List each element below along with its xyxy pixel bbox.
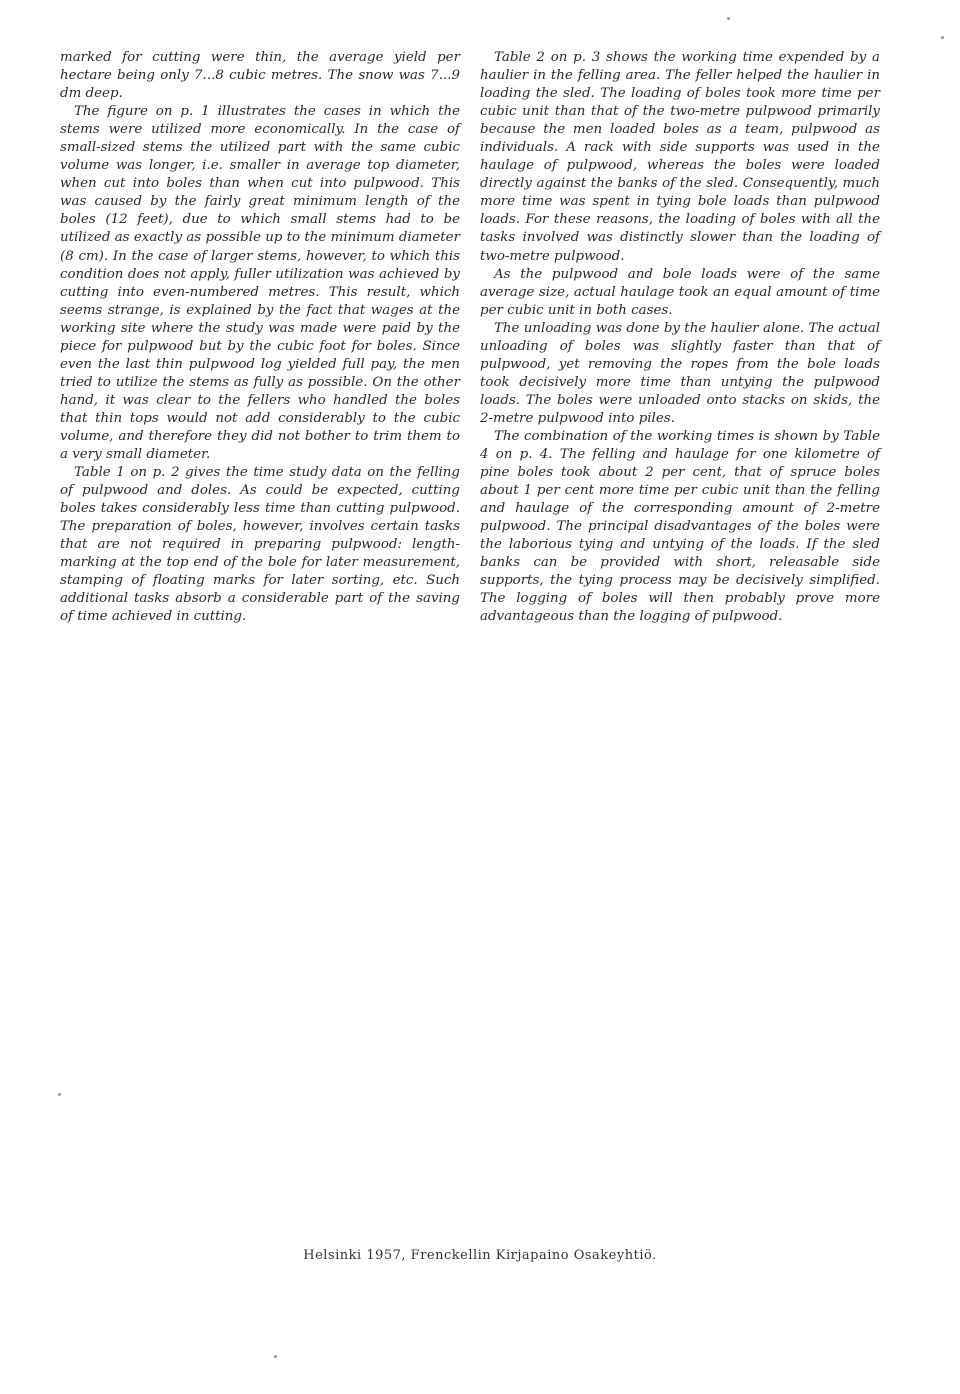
paragraph-table-1-discussion: Table 1 on p. 2 gives the time study data on the felling of pulpwood and doles. As could be expected, cutting boles takes considerably less time than cutting pulpwood. The preparation of boles, however, involves certain tasks that are not required in preparing pulpwood: length-marking at the top end of the bole for later measurement, stamping of floating marks for later sorting, etc. Such additional tasks absorb a considerable part of the saving of time achieved in cutting. (60, 465, 460, 625)
right-text-column (480, 49, 880, 627)
printer-colophon: Helsinki 1957, Frenckellin Kirjapaino Osakeyhtiö. (303, 1248, 657, 1263)
scan-speck (274, 1355, 277, 1358)
paragraph-table-2-discussion: Table 2 on p. 3 shows the working time expended by a haulier in the felling area. The feller helped the haulier in loading the sled. The loading of boles took more time per cubic unit than that of the two-metre pulpwood primarily because the men loaded boles as a team, pulpwood as individuals. A rack with side supports was used in the haulage of pulpwood, whereas the boles were loaded directly against the banks of the sled. Consequently, much more time was spent in tying bole loads than pulpwood loads. For these reasons, the loading of boles with all the tasks involved was distinctly slower than the loading of two-metre pulpwood. (480, 50, 880, 264)
paragraph-continuation: marked for cutting were thin, the average yield per hectare being only 7...8 cubic metres. The snow was 7...9 dm deep. (60, 50, 460, 102)
left-text-column (60, 49, 460, 627)
paragraph-combination: The combination of the working times is shown by Table 4 on p. 4. The felling and haulage for one kilometre of pine boles took about 2 per cent, that of spruce boles about 1 per cent more time per cubic unit than the felling and haulage of the corresponding amount of 2-metre pulpwood. The principal disadvantages of the boles were the laborious tying and untying of the loads. If the sled banks can be provided with short, releasable side supports, the tying process may be decisively simplified. The logging of boles will then probably prove more advantageous than the logging of pulpwood. (480, 428, 880, 625)
scan-speck (941, 36, 944, 39)
paragraph-figure-discussion: The figure on p. 1 illustrates the cases in which the stems were utilized more economically. In the case of small-sized stems the utilized part with the same cubic volume was longer, i.e. smaller in average top diameter, when cut into boles than when cut into pulpwood. This was caused by the fairly great minimum length of the boles (12 feet), due to which small stems had to be utilized as exactly as possible up to the minimum diameter (8 cm). In the case of larger stems, however, to which this condition does not apply, fuller utilization was achieved by cutting into even-numbered metres. This result, which seems strange, is explained by the fact that wages at the working site where the study was made were paid by the piece for pulpwood but by the cubic foot for boles. Since even the last thin pulpwood log yielded full pay, the men tried to utilize the stems as fully as possible. On the other hand, it was clear to the fellers who handled the boles that thin tops would not add considerably to the cubic volume, and therefore they did not bother to trim them to a very small diameter. (60, 104, 460, 463)
paragraph-unloading: The unloading was done by the haulier alone. The actual unloading of boles was slightly faster than that of pulpwood, yet removing the ropes from the bole loads took decisively more time than untying the pulpwood loads. The boles were unloaded onto stacks on skids, the 2-metre pulpwood into piles. (480, 320, 880, 426)
paragraph-haulage: As the pulpwood and bole loads were of the same average size, actual haulage took an equal amount of time per cubic unit in both cases. (480, 266, 880, 318)
scan-speck (58, 1093, 61, 1096)
scan-speck (727, 17, 730, 20)
